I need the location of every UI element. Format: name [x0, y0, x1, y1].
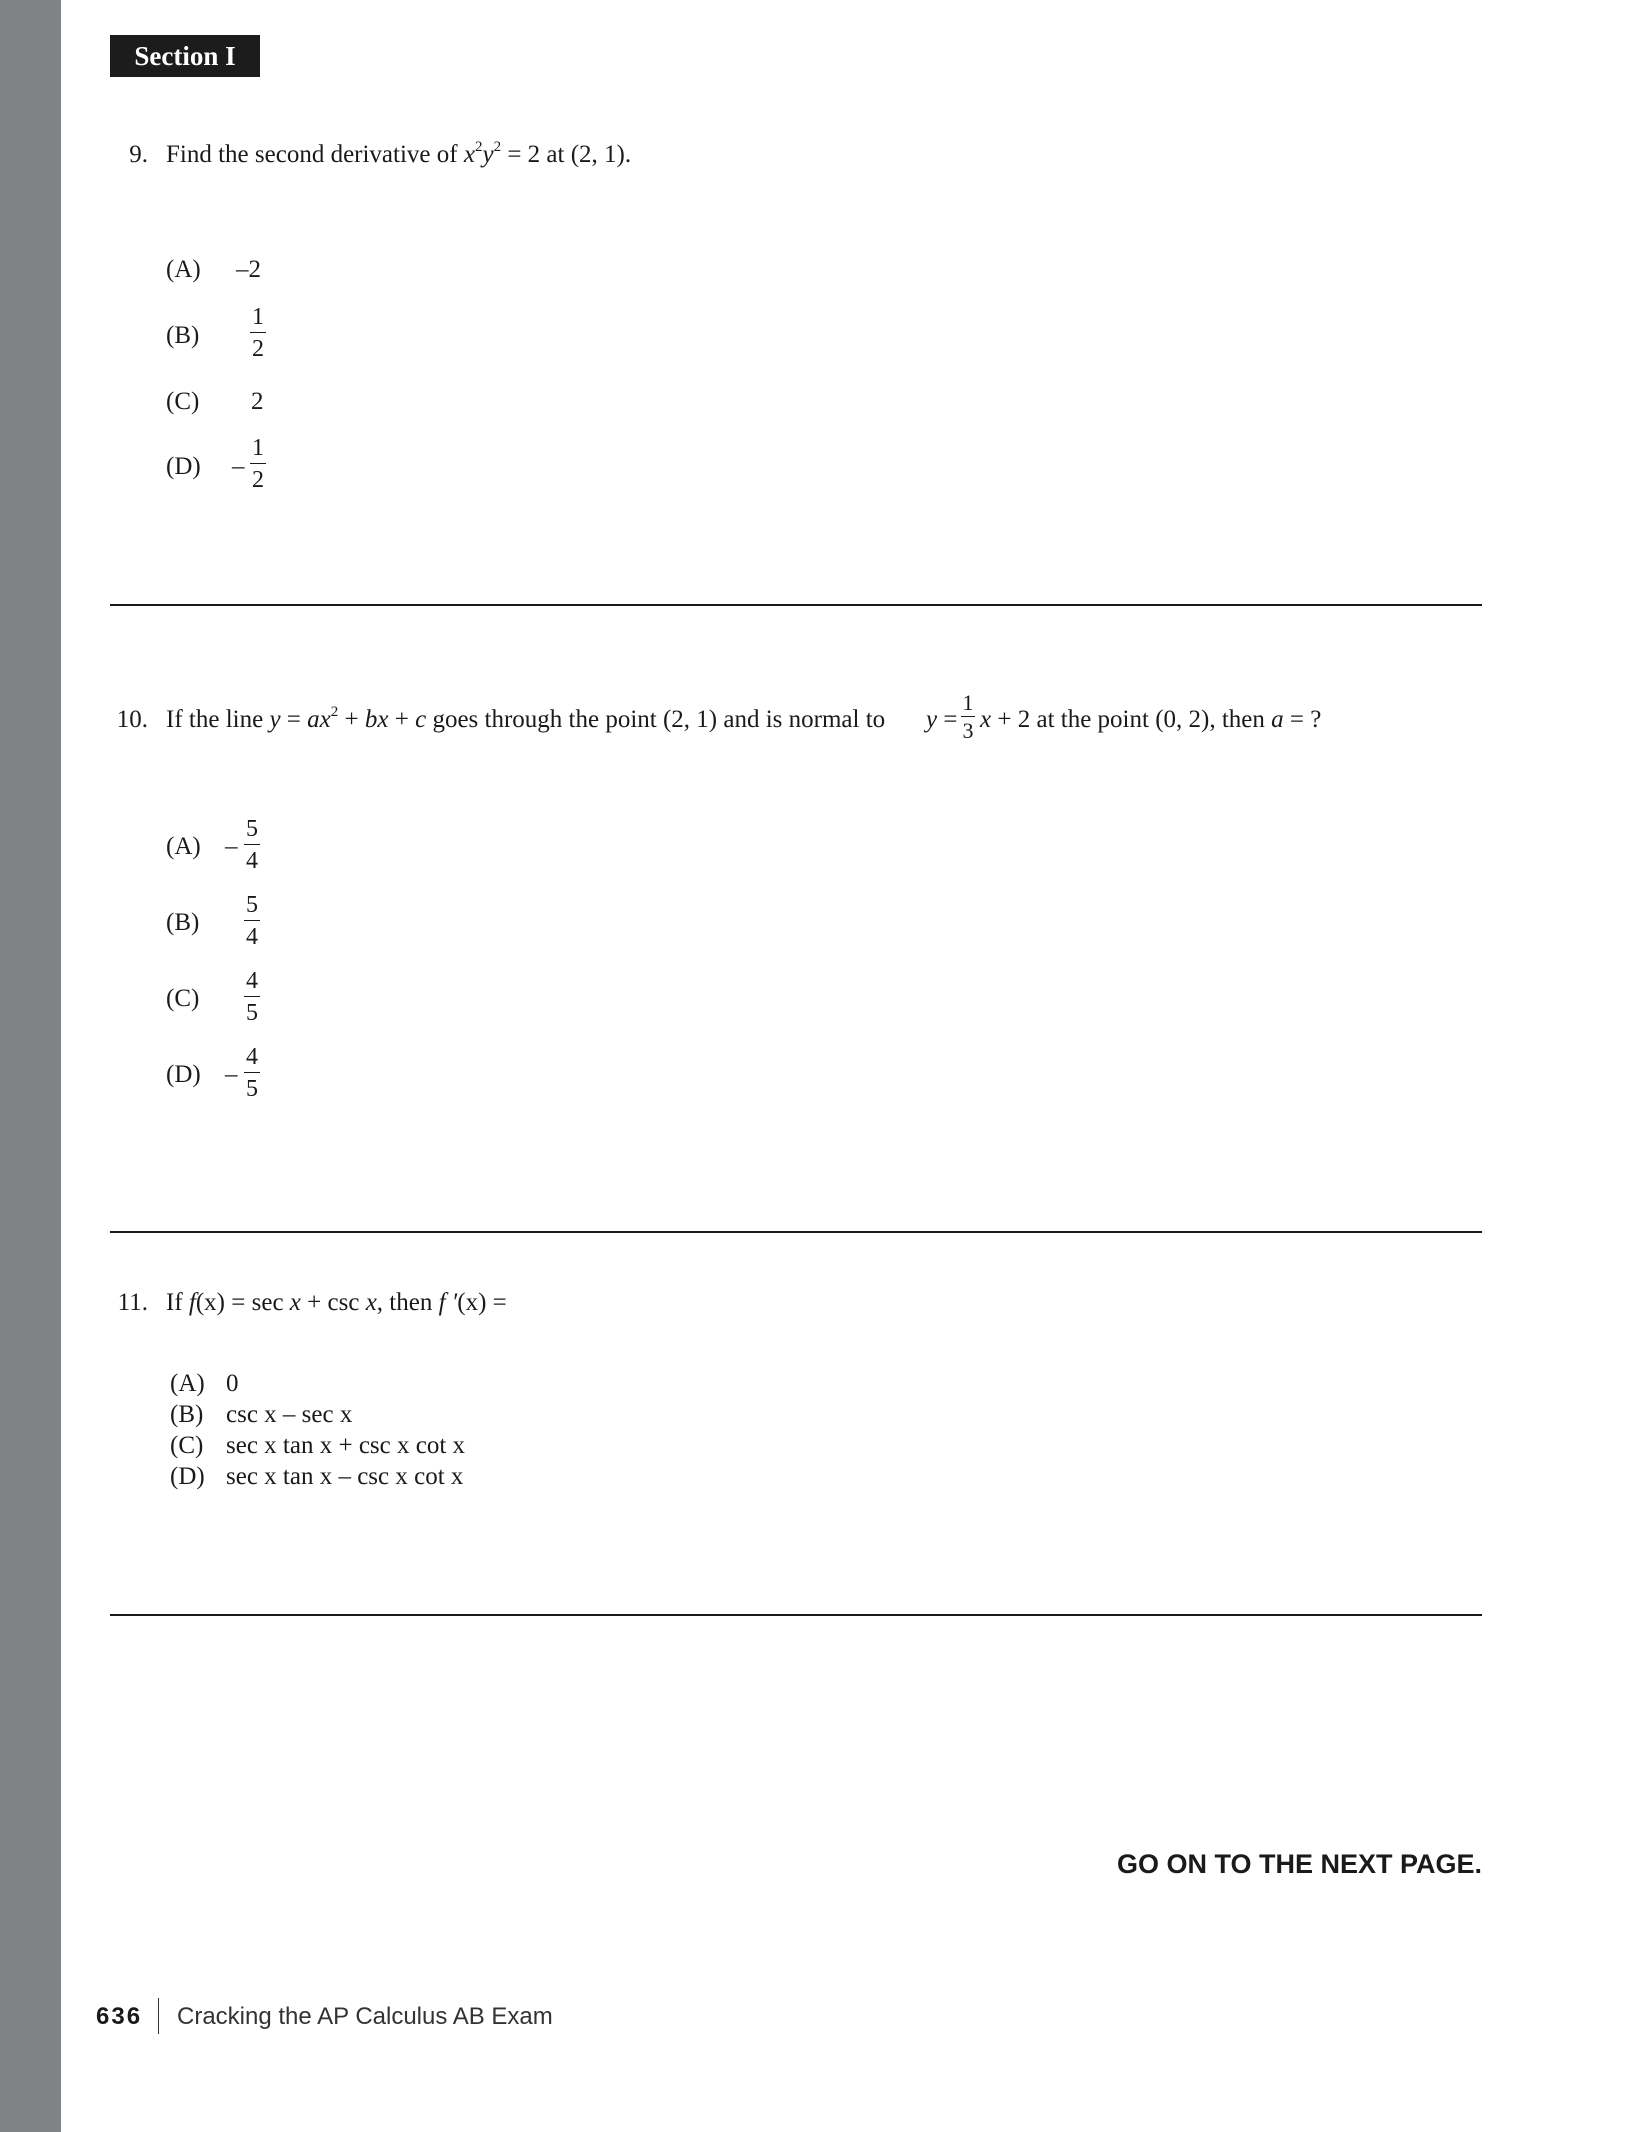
q10-choice-c-letter[interactable]: (C) — [166, 985, 200, 1012]
side-bar — [0, 0, 61, 2132]
q10-choice-b-fraction: 5 4 — [246, 892, 258, 950]
q10-choice-c-fraction: 4 5 — [246, 968, 258, 1026]
divider-rule — [110, 1614, 1482, 1616]
q10-choice-b-letter[interactable]: (B) — [166, 909, 200, 936]
q11-choice-b-letter[interactable]: (B) — [170, 1401, 204, 1428]
q10-choice-d-sign: – — [225, 1061, 238, 1088]
q11-stem: If f(x) = sec x + csc x, then f ′(x) = — [166, 1289, 507, 1316]
divider-rule — [110, 1231, 1482, 1233]
q10-line-eq-left: y = — [926, 706, 958, 733]
q11-choice-c-value: sec x tan x + csc x cot x — [226, 1432, 466, 1459]
footer-separator — [158, 1998, 159, 2034]
q11-number: 11. — [117, 1289, 148, 1316]
page-number: 636 — [96, 2003, 143, 2030]
q11-choice-a-letter[interactable]: (A) — [170, 1370, 205, 1397]
q9-number: 9. — [129, 141, 148, 168]
q10-stem-part2: x + 2 at the point (0, 2), then a = ? — [980, 706, 1322, 733]
q9-choice-a-letter[interactable]: (A) — [166, 256, 201, 283]
q10-choice-d-letter[interactable]: (D) — [166, 1061, 201, 1088]
q9-choice-d-letter[interactable]: (D) — [166, 453, 201, 480]
q11-choice-c-letter[interactable]: (C) — [170, 1432, 204, 1459]
q9-choice-c-letter[interactable]: (C) — [166, 388, 200, 415]
q9-choice-b-fraction: 1 2 — [252, 304, 264, 362]
q11-choice-d-value: sec x tan x – csc x cot x — [226, 1463, 464, 1490]
q9-choice-d-fraction: 1 2 — [252, 435, 264, 493]
go-on-next-page: GO ON TO THE NEXT PAGE. — [1116, 1849, 1482, 1879]
q9-choice-a-value: –2 — [236, 256, 261, 283]
q10-choice-a-sign: – — [225, 833, 238, 860]
q11-choice-a-value: 0 — [226, 1370, 239, 1397]
section-tab: Section I — [110, 35, 260, 77]
q10-choice-a-letter[interactable]: (A) — [166, 833, 201, 860]
q10-choice-a-fraction: 5 4 — [246, 816, 258, 874]
q10-number: 10. — [116, 706, 148, 733]
q9-stem: Find the second derivative of $x^2y^2 = 2$ at (2, 1). — [166, 139, 632, 168]
q9-choice-c-value: 2 — [251, 388, 264, 415]
q11-choice-d-letter[interactable]: (D) — [170, 1463, 205, 1490]
book-title: Cracking the AP Calculus AB Exam — [177, 2003, 553, 2030]
q9-choice-b-letter[interactable]: (B) — [166, 322, 200, 349]
q10-choice-d-fraction: 4 5 — [246, 1044, 258, 1102]
divider-rule — [110, 604, 1482, 606]
q9-choice-d-sign: – — [232, 453, 245, 480]
q11-choice-b-value: csc x – sec x — [226, 1401, 353, 1428]
q10-stem-part1: If the line $y = ax^2$ + bx + c goes through the point (2, 1) and is normal to — [166, 704, 886, 733]
q10-line-fraction: 1 3 — [962, 690, 974, 743]
